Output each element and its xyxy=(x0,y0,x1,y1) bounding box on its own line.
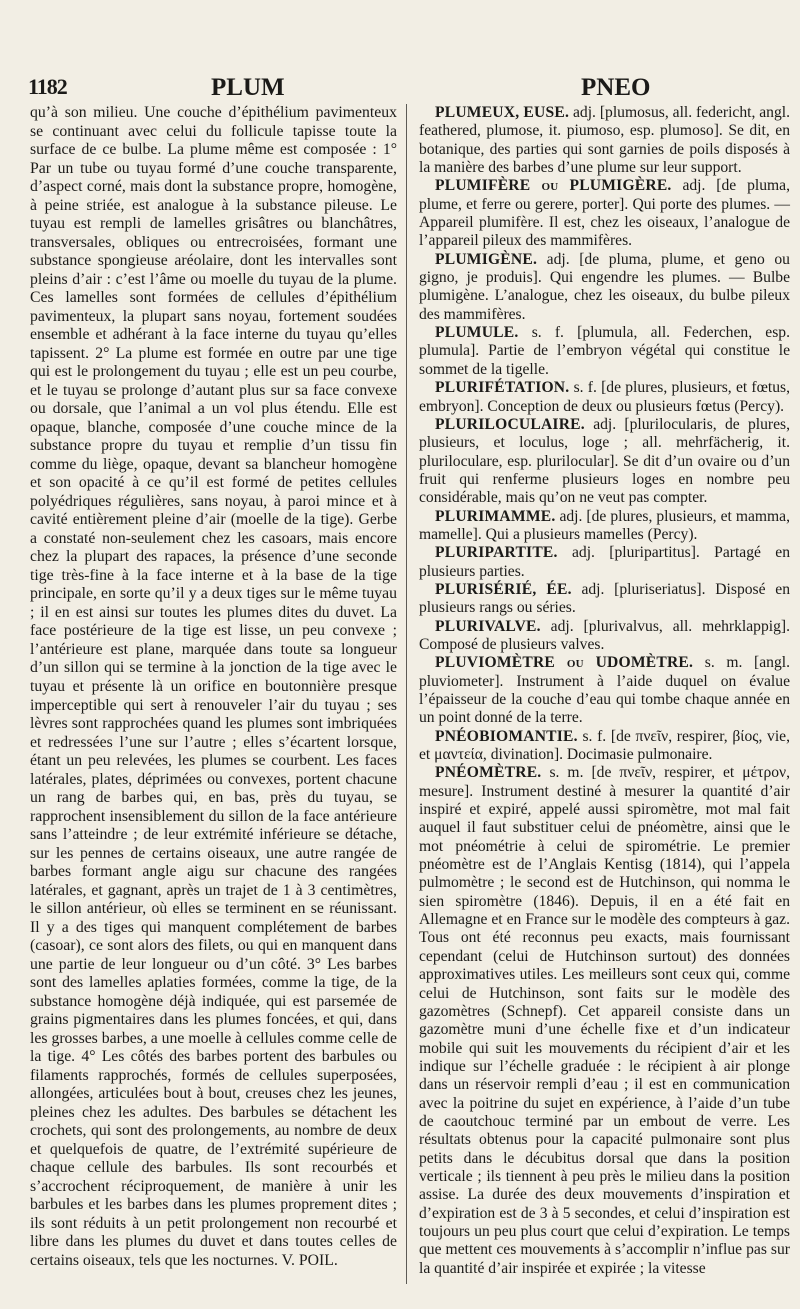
left-column xyxy=(30,104,397,1270)
definition: s. f. [de πνεῖν, respirer, βίος, vie, et μαντεία, divination]. Docimasie pulmonaire. xyxy=(419,727,790,764)
left-running-head: PLUM xyxy=(211,74,285,101)
definition: s. f. [de plures, plusieurs, et fœtus, embryon]. Conception de deux ou plusieurs fœtus (Percy). xyxy=(419,379,790,415)
definition: s. m. [angl. pluviometer]. Instrument à l’aide duquel on évalue l’épaisseur de la couche d’eau qui tombe chaque année en un point donné de la terre. xyxy=(419,654,790,727)
definition: s. f. [plumula, all. Federchen, esp. plumula]. Partie de l’embryon végétal qui constitue le sommet de la tigelle. xyxy=(419,324,790,378)
entry-plurivalve xyxy=(419,618,790,655)
entry-plumeux xyxy=(419,104,790,177)
headword: PLUMEUX, EUSE. xyxy=(435,104,570,121)
entry-plumifere xyxy=(419,177,790,250)
column-divider xyxy=(406,104,407,1284)
headword: PLURISÉRIÉ, ÉE. xyxy=(435,580,572,598)
headword: PLURIMAMME. xyxy=(435,507,556,525)
entry-plurimamme xyxy=(419,508,790,545)
definition: adj. [de plures, plusieurs, et mamma, mamelle]. Qui a plusieurs mamelles (Percy). xyxy=(419,507,790,543)
entry-plurifetation xyxy=(419,379,790,416)
definition: adj. [plurivalvus, all. mehrklappig]. Composé de plusieurs valves. xyxy=(419,617,790,653)
right-running-head: PNEO xyxy=(581,74,651,101)
headword: PLURIVALVE. xyxy=(435,617,541,635)
headword: PLUMIFÈRE ou PLUMIGÈRE. xyxy=(435,177,672,195)
headword: PLUVIOMÈTRE ou UDOMÈTRE. xyxy=(435,654,694,672)
entry-pluripartite xyxy=(419,544,790,581)
headword: PNÉOMÈTRE. xyxy=(435,764,542,782)
headword: PLURIFÉTATION. xyxy=(435,379,570,397)
entry-pluriserie xyxy=(419,581,790,618)
headword: PLURILOCULAIRE. xyxy=(435,415,585,433)
definition: adj. [pluripartitus]. Partagé en plusieurs parties. xyxy=(419,544,790,580)
definition: s. m. [de πνεῖν, respirer, et μέτρον, mesure]. Instrument destiné à mesurer la quantité d’air inspiré et expiré, appelé aussi spiromètre, mot mal fait auquel il faut substituer celui de pnéomètre, ainsi que le mot pnéométrie à celui de spirométrie. Le premier pnéomètre est de l’Anglais Kentisg (1814), qui l’appela pulmomètre ; le second est de Hutchinson, qui nomma le sien spiromètre (1846). Depuis, il en a été fait en Allemagne et en France sur le modèle des compteurs à gaz. Tous ont été reconnus peu exacts, mais fournissant cependant (celui de Hutchinson surtout) des données approximatives utiles. Les meilleurs sont ceux qui, comme celui de Hutchinson, sont faits sur le modèle des gazomètres (Schnepf). Cet appareil consiste dans un gazomètre muni d’une échelle fixe et d’un indicateur mobile qui suit les mouvements du récipient d’air et les indique sur l’échelle graduée : le récipient à air plonge dans un réservoir rempli d’eau ; il est en communication avec la poitrine du sujet en expérience, à l’aide d’un tube de caoutchouc terminé par un embout de verre. Les résultats obtenus pour la capacité pulmonaire sont plus petits dans le décubitus dorsal que dans la position verticale ; ils tiennent à peu près le milieu dans la position assise. La durée des deux mouvements d’inspiration et d’expiration est de 3 à 5 secondes, et celui d’inspiration est toujours un peu plus court que celui d’expiration. Le temps que mettent ces mouvements à s’accomplir n’influe pas sur la quantité d’air inspirée et expirée ; la vitesse xyxy=(419,764,790,1277)
page-number: 1182 xyxy=(28,74,67,99)
headword: PLURIPARTITE. xyxy=(435,544,558,562)
entry-pneobiomantie xyxy=(419,728,790,765)
entry-pluviometre xyxy=(419,654,790,727)
entry-pluriloculaire xyxy=(419,416,790,508)
definition: adj. [de pluma, plume, et ferre ou gerere, porter]. Qui porte des plumes. — Appareil plumifère. Il est, chez les oiseaux, l’analogue de l’appareil pileux des mammifères. xyxy=(419,177,790,250)
entry-plumule xyxy=(419,324,790,379)
headword: PLUMIGÈNE. xyxy=(435,250,538,268)
definition: adj. [de pluma, plume, et geno ou gigno, je produis]. Qui engendre les plumes. — Bulbe plumigène. L’analogue, chez les oiseaux, du bulbe pileux des mammifères. xyxy=(419,250,790,323)
plume-article-continuation: qu’à son milieu. Une couche d’épithélium pavimenteux se continuant avec celui du follicule tapisse toute la surface de ce bulbe. La plume même est composée : 1° Par un tube ou tuyau formé d’une couche transparente, d’aspect corné, mais dont la substance propre, homogène, à peine striée, est analogue à la substance pileuse. Le tuyau est rempli de lamelles grisâtres ou blanchâtres, transversales, obliques ou entrecroisées, formant une substance spongieuse aréolaire, dont les intervalles sont pleins d’air : c’est l’âme ou moelle du tuyau de la plume. Ces lamelles sont formées de cellules d’épithélium pavimenteux, la plupart sans noyau, fortement soudées ensemble et adhérant à la face interne du tuyau qu’elles tapissent. 2° La plume est formée en outre par une tige qui est le prolongement du tuyau ; elle est un peu courbe, et le tuyau se prolonge d’autant plus sur sa face convexe ou dorsale, que l’animal a un vol plus étendu. Elle est opaque, blanche, composée d’une couche mince de la substance propre du tuyau et remplie d’un tissu fin comme du liège, opaque, devant sa blancheur homogène et son opacité à ce qu’il est formé de petites cellules polyédriques régulières, sans noyau, à paroi mince et à cavité entièrement pleine d’air (moelle de la tige). Gerbe a constaté non-seulement chez les casoars, mais encore chez la plupart des rapaces, la présence d’une seconde tige très-fine à la face interne et à la base de la tige principale, en sorte qu’il y a deux tiges sur le même tuyau ; il en est ainsi sur toutes les plumes dites du duvet. La face postérieure de la tige est lisse, un peu convexe ; l’antérieure est plane, marquée dans toute sa longueur d’un sillon qui se termine à la jonction de la tige avec le tuyau et présente là un orifice en boutonnière presque imperceptible qui sert à renouveler l’air du tuyau ; ses lèvres sont rapprochées quand les plumes sont imbriquées et redressées l’une sur l’autre ; elles s’écartent lorsque, étant un peu relevées, les plumes se courbent. Les faces latérales, plates, déprimées ou convexes, portent chacune un rang de barbes qui, en bas, près du tuyau, se rapprochent insensiblement du sillon de la face antérieure sans l’atteindre ; de leur extrémité inférieure se détache, sur les pennes de certains oiseaux, une autre rangée de barbes formant angle aigu sur chacune des rangées latérales, et gagnant, après un trajet de 1 à 3 centimètres, le sillon antérieur, où elles se terminent en se réunissant. Il y a des tiges qui manquent complétement de barbes (casoar), ce sont alors des filets, ou qui en manquent dans une partie de leur longueur ou d’un côté. 3° Les barbes sont des lamelles aplaties formées, comme la tige, de la substance homogène déjà indiquée, qui est parsemée de grains pigmentaires dans les plumes foncées, et qui, dans les grosses barbes, a une moelle à cellules comme celle de la tige. 4° Les côtés des barbes portent des barbules ou filaments rapprochés, formés de cellules superposées, allongées, articulées bout à bout, creuses chez les jeunes, pleines chez les adultes. Des barbules se détachent les crochets, qui sont des prolongements, au nombre de deux et quelquefois de quatre, de l’extrémité supérieure de chaque cellule des barbules. Ils sont recourbés et s’accrochent réciproquement, de manière à unir les barbules et les barbes dans les plumes proprement dites ; ils sont réduits à un petit prolongement non recourbé et libre dans les plumes du duvet et dans toutes celles de certains oiseaux, tels que les nocturnes. V. POIL. xyxy=(30,104,397,1269)
headword: PNÉOBIOMANTIE. xyxy=(435,727,578,745)
entry-pneometre xyxy=(419,764,790,1278)
headword: PLUMULE. xyxy=(435,324,519,342)
page-header xyxy=(28,74,786,104)
right-column xyxy=(419,104,790,1278)
entry-plumigene xyxy=(419,251,790,324)
definition: adj. [pluriseriatus]. Disposé en plusieurs rangs ou séries. xyxy=(419,580,790,617)
definition: adj. [plumosus, all. federicht, angl. feathered, plumose, it. piumoso, esp. plumoso]. Se dit, en botanique, des parties qui sont garnies de poils disposés à la manière des barbes d’une plume sur leur support. xyxy=(419,104,790,177)
definition: adj. [plurilocularis, de plures, plusieurs, et loculus, loge ; all. mehrfächerig, it. pluriloculare, esp. plurilocular]. Se dit d’un ovaire ou d’un fruit qui renferme plusieurs loges en nombre peu considérable, mais qu’on ne veut pas compter. xyxy=(419,415,791,507)
